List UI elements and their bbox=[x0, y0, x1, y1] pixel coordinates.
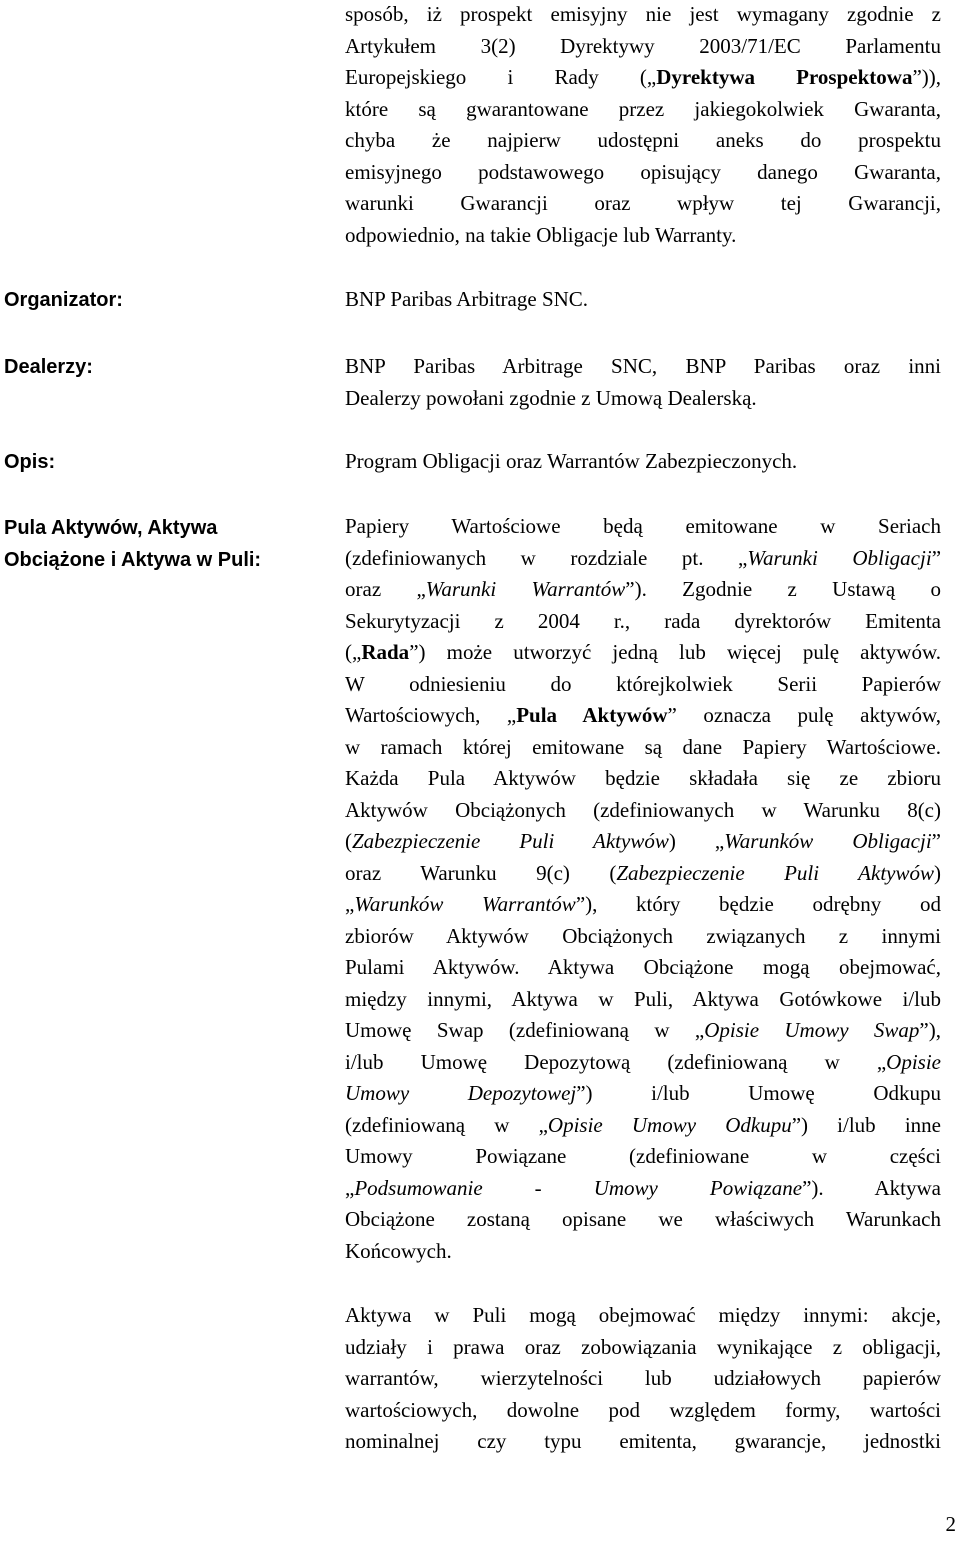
intro-line: sposób, iż prospekt emisyjny nie jest wymagany zgodnie z bbox=[345, 2, 941, 26]
dealers-line: Dealerzy powołani zgodnie z Umową Dealerską. bbox=[345, 385, 757, 410]
pool-line: Pulami Aktywów. Aktywa Obciążone mogą obejmować, bbox=[345, 955, 941, 979]
description-value bbox=[345, 446, 941, 478]
pool-line: (Zabezpieczenie Puli Aktywów) „Warunków Obligacji” bbox=[345, 829, 941, 853]
pool-line: Umowy Powiązane (zdefiniowane w części bbox=[345, 1144, 941, 1168]
dealers-label: Dealerzy: bbox=[4, 356, 93, 378]
pool-line: Każda Pula Aktywów będzie składała się ze zbioru bbox=[345, 766, 941, 790]
pool-line: Papiery Wartościowe będą emitowane w Seriach bbox=[345, 514, 941, 538]
pool-line: (zdefiniowanych w rozdziale pt. „Warunki Obligacji” bbox=[345, 545, 942, 570]
intro-line: emisyjnego podstawowego opisujący danego Gwaranta, bbox=[345, 159, 941, 184]
pool-line: Sekurytyzacji z 2004 r., rada dyrektorów Emitenta bbox=[345, 608, 941, 633]
pool-line: Aktywów Obciążonych (zdefiniowanych w Warunku 8(c) bbox=[345, 797, 941, 822]
organizer-text: BNP Paribas Arbitrage SNC. bbox=[345, 287, 589, 311]
intro-line: odpowiednio, na takie Obligacje lub Warranty. bbox=[345, 222, 737, 247]
pool-line: W odniesieniu do którejkolwiek Serii Papierów bbox=[345, 671, 941, 696]
pool-line: Końcowych. bbox=[345, 1238, 452, 1263]
pool-line: zbiorów Aktywów Obciążonych związanych z innymi bbox=[345, 923, 941, 948]
pool-line: i/lub Umowę Depozytową (zdefiniowaną w „Opisie bbox=[345, 1049, 941, 1074]
description-label: Opis: bbox=[4, 451, 56, 473]
page-number: 2 bbox=[945, 1512, 956, 1536]
pool-paragraph-2 bbox=[345, 1300, 941, 1458]
pool-line: Aktywa w Puli mogą obejmować między innymi: akcje, bbox=[345, 1303, 941, 1327]
intro-paragraph bbox=[345, 0, 941, 251]
pool-line: warrantów, wierzytelności lub udziałowych papierów bbox=[345, 1366, 941, 1390]
pool-line: oraz Warunku 9(c) (Zabezpieczenie Puli Aktywów) bbox=[345, 860, 941, 885]
pool-line: między innymi, Aktywa w Puli, Aktywa Gotówkowe i/lub bbox=[345, 986, 941, 1011]
pool-label-line: Obciążone i Aktywa w Puli: bbox=[4, 549, 262, 571]
intro-line: Europejskiego i Rady („Dyrektywa Prospektowa”)), bbox=[345, 65, 942, 89]
dealers-value bbox=[345, 351, 941, 414]
pool-line: Umowę Swap (zdefiniowaną w „Opisie Umowy Swap”), bbox=[345, 1018, 941, 1042]
pool-line: „Podsumowanie - Umowy Powiązane”). Aktywa bbox=[345, 1175, 941, 1200]
pool-line: w ramach której emitowane są dane Papiery Wartościowe. bbox=[345, 734, 941, 759]
pool-line: („Rada”) może utworzyć jedną lub więcej pulę aktywów. bbox=[345, 640, 941, 664]
description-text: Program Obligacji oraz Warrantów Zabezpieczonych. bbox=[345, 449, 798, 473]
pool-line: Wartościowych, „Pula Aktywów” oznacza pulę aktywów, bbox=[345, 703, 941, 727]
intro-line: które są gwarantowane przez jakiegokolwiek Gwaranta, bbox=[345, 96, 941, 121]
pool-line: udziały i prawa oraz zobowiązania wynikające z obligacji, bbox=[345, 1334, 941, 1359]
pool-line: wartościowych, dowolne pod względem formy, wartości bbox=[345, 1397, 941, 1422]
pool-paragraph bbox=[345, 511, 941, 1267]
pool-line: „Warunków Warrantów”), który będzie odrębny od bbox=[345, 892, 941, 916]
pool-line: Obciążone zostaną opisane we właściwych Warunkach bbox=[345, 1207, 941, 1231]
dealers-line: BNP Paribas Arbitrage SNC, BNP Paribas oraz inni bbox=[345, 354, 941, 378]
pool-line: (zdefiniowaną w „Opisie Umowy Odkupu”) i/lub inne bbox=[345, 1112, 941, 1137]
pool-line: Umowy Depozytowej”) i/lub Umowę Odkupu bbox=[345, 1081, 941, 1105]
pool-label bbox=[4, 512, 304, 576]
pool-line: nominalnej czy typu emitenta, gwarancje, jednostki bbox=[345, 1429, 941, 1453]
intro-line: warunki Gwarancji oraz wpływ tej Gwarancji, bbox=[345, 191, 941, 215]
intro-line: Artykułem 3(2) Dyrektywy 2003/71/EC Parlamentu bbox=[345, 33, 941, 58]
pool-label-line: Pula Aktywów, Aktywa bbox=[4, 517, 218, 539]
intro-line: chyba że najpierw udostępni aneks do prospektu bbox=[345, 128, 941, 152]
pool-line: oraz „Warunki Warrantów”). Zgodnie z Ustawą o bbox=[345, 577, 941, 601]
organizer-label: Organizator: bbox=[4, 289, 123, 311]
organizer-value bbox=[345, 284, 941, 316]
